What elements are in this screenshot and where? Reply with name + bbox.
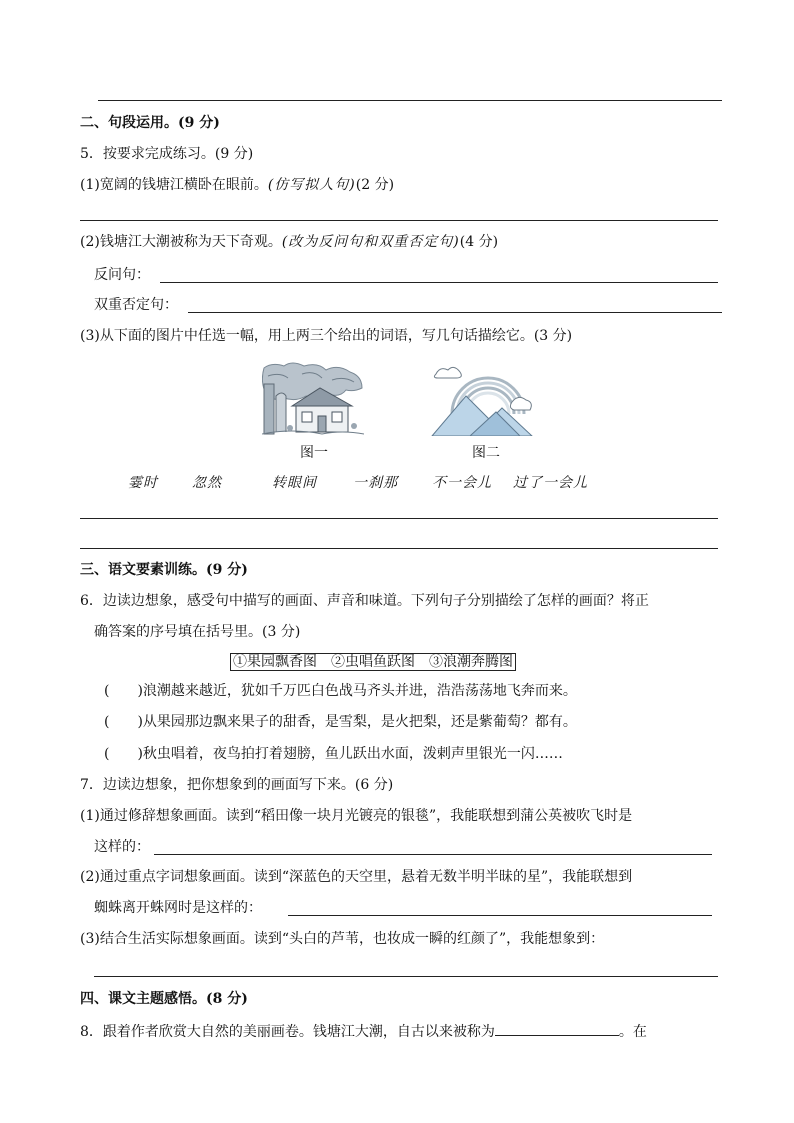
q8-text-before: 8．跟着作者欣赏大自然的美丽画卷。钱塘江大潮，自古以来被称为 bbox=[80, 1024, 495, 1040]
answer-line-rhetorical[interactable] bbox=[160, 282, 718, 283]
answer-line-q7-1[interactable] bbox=[154, 854, 712, 855]
q5-title: 5．按要求完成练习。(9 分) bbox=[80, 146, 254, 162]
double-negative-label: 双重否定句： bbox=[94, 297, 178, 313]
rhetorical-label: 反问句： bbox=[94, 267, 150, 283]
answer-line-q7-2[interactable] bbox=[288, 915, 712, 916]
figure-1-house-illustration bbox=[262, 362, 364, 436]
answer-line-double-negative[interactable] bbox=[188, 312, 722, 313]
word-bank-item: 转眼间 bbox=[272, 475, 317, 491]
q5-part1-score: (2 分) bbox=[355, 177, 395, 193]
word-bank-item: 忽然 bbox=[192, 475, 222, 491]
q5-part2-score: (4 分) bbox=[459, 234, 499, 250]
section-3-heading: 三、语文要素训练。(9 分) bbox=[80, 562, 248, 578]
answer-line-top[interactable] bbox=[98, 100, 722, 101]
answer-line-q5-3b[interactable] bbox=[80, 548, 718, 549]
figure-2-rainbow-illustration bbox=[430, 362, 534, 436]
q6-item[interactable]: ( )浪潮越来越近，犹如千万匹白色战马齐头并进，浩浩荡荡地飞奔而来。 bbox=[104, 683, 577, 699]
section-2-heading: 二、句段运用。(9 分) bbox=[80, 115, 220, 131]
q6-item[interactable]: ( )从果园那边飘来果子的甜香，是雪梨，是火把梨，还是紫葡萄？都有。 bbox=[104, 714, 577, 730]
q5-part1-label: (1)宽阔的钱塘江横卧在眼前。 bbox=[80, 177, 268, 193]
word-bank-item: 霎时 bbox=[128, 475, 158, 491]
figure-2-caption: 图二 bbox=[472, 445, 500, 461]
q5-part2 bbox=[80, 233, 498, 251]
figure-1-caption: 图一 bbox=[300, 445, 328, 461]
answer-line-q5-3a[interactable] bbox=[80, 518, 718, 519]
q5-part3: (3)从下面的图片中任选一幅，用上两三个给出的词语，写几句话描绘它。(3 分) bbox=[80, 328, 573, 344]
q6-prompt-line1: 6．边读边想象，感受句中描写的画面、声音和味道。下列句子分别描绘了怎样的画面？将正 bbox=[80, 593, 649, 609]
q5-part1-hint: (仿写拟人句) bbox=[267, 177, 356, 193]
answer-line-q7-3[interactable] bbox=[94, 976, 718, 977]
q6-prompt-line2: 确答案的序号填在括号里。(3 分) bbox=[94, 624, 301, 640]
section-4-heading: 四、课文主题感悟。(8 分) bbox=[80, 991, 248, 1007]
q8-text-after: 。在 bbox=[618, 1024, 647, 1040]
q7-part2-line2: 蜘蛛离开蛛网时是这样的： bbox=[94, 900, 262, 916]
word-bank-item: 不一会儿 bbox=[432, 475, 492, 491]
q7-part3: (3)结合生活实际想象画面。读到“头白的芦苇，也妆成一瞬的红颜了”，我能想象到： bbox=[80, 931, 605, 947]
q6-options-box: ①果园飘香图 ②虫唱鱼跃图 ③浪潮奔腾图 bbox=[230, 653, 516, 671]
q5-part1 bbox=[80, 176, 394, 194]
q8-blank[interactable] bbox=[495, 1021, 619, 1036]
q7-part1-line1: (1)通过修辞想象画面。读到“稻田像一块月光镀亮的银毯”，我能联想到蒲公英被吹飞时是 bbox=[80, 808, 633, 824]
word-bank-item: 一刹那 bbox=[353, 475, 398, 491]
q5-part2-hint: (改为反问句和双重否定句) bbox=[281, 234, 460, 250]
answer-line-q5-1[interactable] bbox=[80, 220, 718, 221]
q6-item[interactable]: ( )秋虫唱着，夜鸟拍打着翅膀，鱼儿跃出水面，泼剌声里银光一闪…… bbox=[104, 746, 563, 762]
q7-part2-line1: (2)通过重点字词想象画面。读到“深蓝色的天空里，悬着无数半明半昧的星”，我能联想到 bbox=[80, 869, 633, 885]
q5-part2-label: (2)钱塘江大潮被称为天下奇观。 bbox=[80, 234, 282, 250]
q7-title: 7．边读边想象，把你想象到的画面写下来。(6 分) bbox=[80, 777, 394, 793]
q8-prompt bbox=[80, 1021, 647, 1041]
word-bank-item: 过了一会儿 bbox=[513, 475, 588, 491]
q7-part1-line2: 这样的： bbox=[94, 839, 150, 855]
